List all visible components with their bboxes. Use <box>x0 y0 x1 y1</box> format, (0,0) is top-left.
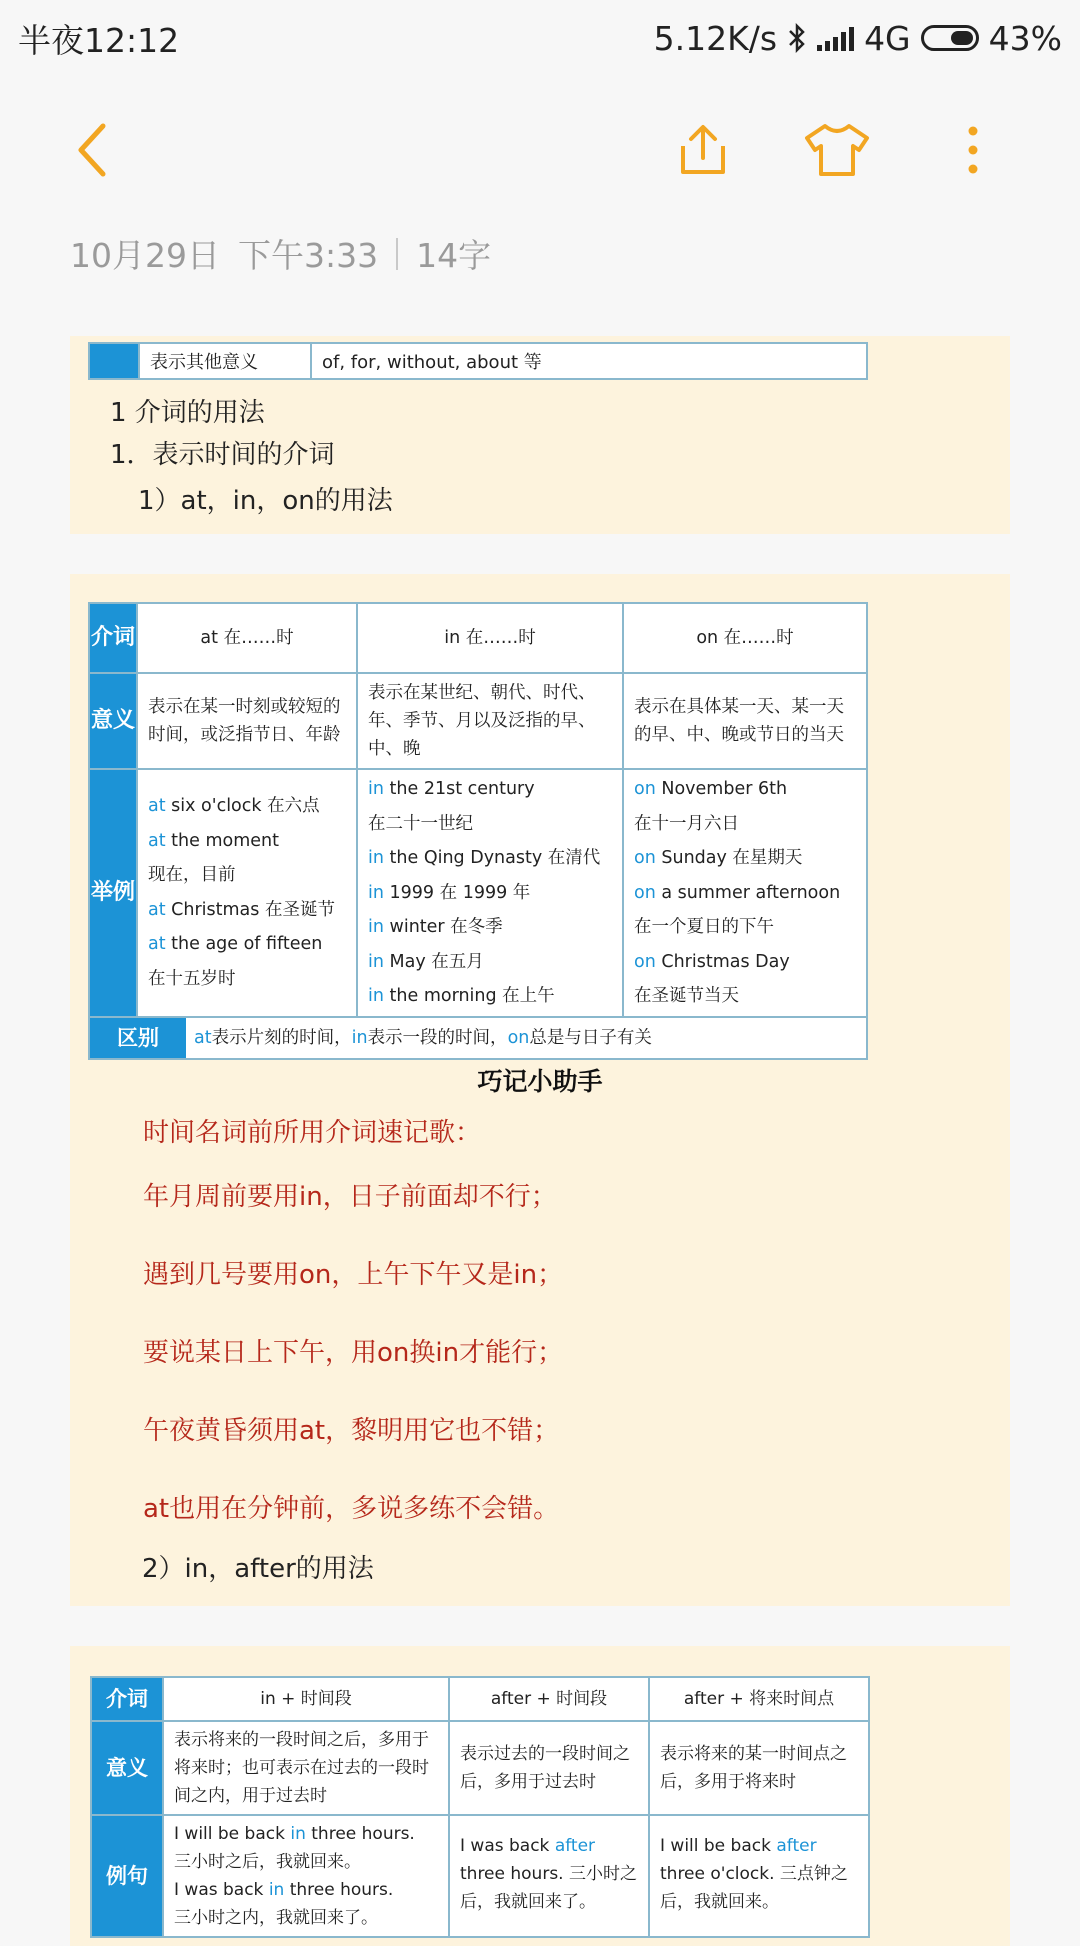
example-line: 三小时之内，我就回来了。 <box>174 1908 378 1928</box>
note-time: 下午3:33 <box>237 236 379 275</box>
keyword: in <box>290 1824 306 1844</box>
example-text: three hours. <box>284 1880 394 1900</box>
example-text: Christmas Day <box>655 951 790 972</box>
keyword: in <box>368 951 384 972</box>
corner-cell <box>89 603 137 673</box>
keyword: on <box>634 951 656 972</box>
meta-divider <box>396 238 398 270</box>
example-line <box>148 962 346 997</box>
keyword: on <box>507 1027 530 1048</box>
example-line <box>368 910 612 945</box>
keyword: in <box>368 917 384 937</box>
example-line <box>634 876 856 911</box>
example-line <box>634 807 856 842</box>
example-line <box>148 858 346 893</box>
more-button[interactable] <box>928 100 1018 200</box>
example-line <box>368 807 612 842</box>
keyword: after <box>554 1836 596 1856</box>
back-button[interactable] <box>48 100 138 200</box>
keyword: on <box>634 882 656 903</box>
example-text: three o'clock. 三点钟之后，我就回来。 <box>660 1864 848 1912</box>
table-side-cell <box>89 343 139 379</box>
example-text: winter 在冬季 <box>383 917 503 937</box>
meaning-label: 意义 <box>90 708 135 733</box>
diff-row <box>89 1017 867 1059</box>
rhyme-line: 时间名词前所用介词速记歌： <box>143 1118 482 1148</box>
battery-percent: 43% <box>988 18 1062 58</box>
examples-in <box>357 769 623 1017</box>
example-text: a summer afternoon <box>655 882 841 903</box>
meaning-after-point: 表示将来的某一时间点之后，多用于将来时 <box>649 1721 869 1815</box>
helper-title: 巧记小助手 <box>477 1067 603 1096</box>
in-after-table <box>90 1676 870 1938</box>
example-text: the Qing Dynasty 在清代 <box>383 848 601 868</box>
rhyme-line: 午夜黄昏须用at，黎明用它也不错； <box>143 1416 560 1446</box>
example-text: 在十一月六日 <box>634 813 739 834</box>
rhyme-line: 要说某日上下午，用on换in才能行； <box>143 1338 564 1368</box>
example-line <box>368 979 612 1014</box>
example-text: 现在，目前 <box>148 865 236 886</box>
example-line: 三小时之后，我就回来。 <box>174 1852 361 1872</box>
rhyme-line: 年月周前要用in，日子前面却不行； <box>143 1182 557 1212</box>
keyword: at <box>148 830 166 851</box>
examples-after-period <box>449 1815 649 1937</box>
example-line <box>174 1876 438 1904</box>
share-button[interactable] <box>658 100 748 200</box>
example-text: three hours. <box>305 1824 415 1844</box>
others-table <box>88 342 868 380</box>
example-text: three hours. 三小时之后，我就回来了。 <box>460 1864 637 1912</box>
examples-in-period <box>163 1815 449 1937</box>
example-text: I will be back <box>660 1836 777 1856</box>
example-line <box>148 789 346 824</box>
topic-heading: 1）at，in，on的用法 <box>138 486 393 516</box>
keyword: in <box>368 848 384 868</box>
diff-segment: 总是与日子有关 <box>529 1027 652 1048</box>
example-text: six o'clock 在六点 <box>165 796 320 817</box>
diff-segment: 表示一段的时间， <box>367 1027 508 1048</box>
signal-icon <box>817 25 854 51</box>
battery-icon <box>921 25 979 51</box>
example-text: 在一个夏日的下午 <box>634 917 774 937</box>
example-line <box>634 841 856 876</box>
meaning-label-cell <box>89 673 137 769</box>
theme-button[interactable] <box>792 100 882 200</box>
image-card-2[interactable] <box>70 574 1010 1606</box>
example-text: 在圣诞节当天 <box>634 986 739 1006</box>
example-line <box>368 945 612 980</box>
note-meta <box>70 230 491 277</box>
keyword: at <box>148 934 166 955</box>
diff-label: 区别 <box>90 1018 186 1058</box>
corner-label: 介词 <box>90 625 135 650</box>
status-right <box>654 19 1062 58</box>
diff-segment: 表示片刻的时间， <box>211 1027 352 1048</box>
col-header-after-point: after + 将来时间点 <box>649 1677 869 1721</box>
example-line <box>368 841 612 876</box>
bluetooth-icon <box>787 23 807 53</box>
example-line <box>174 1820 438 1848</box>
share-icon <box>675 122 731 178</box>
example-label-cell <box>89 769 137 1017</box>
example-text: May 在五月 <box>383 951 484 972</box>
example-line <box>634 910 856 945</box>
example-line <box>634 772 856 807</box>
at-in-on-table <box>88 602 868 1060</box>
example-label-cell <box>91 1815 163 1937</box>
col-header-on: on 在……时 <box>623 603 867 673</box>
col-header-in-period: in + 时间段 <box>163 1677 449 1721</box>
keyword: at <box>148 796 166 817</box>
corner-label: 介词 <box>106 1687 148 1711</box>
note-toolbar <box>0 100 1080 210</box>
example-text: I will be back <box>174 1824 291 1844</box>
example-text: 在二十一世纪 <box>368 813 473 834</box>
corner-cell <box>91 1677 163 1721</box>
example-text: the 21st century <box>383 779 535 799</box>
network-type: 4G <box>864 18 911 58</box>
example-line <box>634 945 856 980</box>
col-header-in: in 在……时 <box>357 603 623 673</box>
meaning-at: 表示在某一时刻或较短的时间，或泛指节日、年龄 <box>137 673 357 769</box>
status-time: 半夜12:12 <box>18 20 180 60</box>
section-heading: 1 介词的用法 <box>110 398 265 428</box>
example-line <box>148 824 346 859</box>
meaning-in-period: 表示将来的一段时间之后，多用于将来时；也可表示在过去的一段时间之内，用于过去时 <box>163 1721 449 1815</box>
example-text: I was back <box>174 1880 269 1900</box>
row-value: of, for, without, about 等 <box>311 343 867 379</box>
image-card-1[interactable] <box>70 336 1010 534</box>
example-line <box>148 927 346 962</box>
status-bar <box>0 0 1080 76</box>
diff-row-inner <box>90 1018 866 1058</box>
example-label: 举例 <box>90 879 135 905</box>
keyword: on <box>634 779 656 799</box>
example-line <box>634 979 856 1014</box>
example-label: 例句 <box>106 1864 148 1888</box>
col-header-after-period: after + 时间段 <box>449 1677 649 1721</box>
example-text: Christmas 在圣诞节 <box>165 899 335 920</box>
rhyme-line: 遇到几号要用on，上午下午又是in； <box>143 1260 564 1290</box>
meaning-label-cell <box>91 1721 163 1815</box>
example-text: 1999 在 1999 年 <box>383 882 531 903</box>
note-date: 10月29日 <box>70 236 220 275</box>
keyword: in <box>368 779 384 799</box>
examples-after-point <box>649 1815 869 1937</box>
example-text: November 6th <box>655 779 788 799</box>
keyword: in <box>351 1027 368 1048</box>
keyword: at <box>194 1027 212 1048</box>
keyword: after <box>776 1836 817 1856</box>
example-text: I was back <box>460 1836 555 1856</box>
image-card-3[interactable] <box>70 1646 1010 1946</box>
diff-text <box>186 1018 652 1058</box>
net-speed: 5.12K/s <box>653 18 778 58</box>
tshirt-icon <box>803 122 871 178</box>
example-line <box>368 876 612 911</box>
keyword: in <box>368 882 384 903</box>
note-word-count: 14字 <box>416 236 492 275</box>
keyword: in <box>268 1880 285 1900</box>
row-label: 表示其他意义 <box>139 343 311 379</box>
example-line <box>148 893 346 928</box>
more-vert-icon <box>967 125 979 175</box>
example-text: the morning 在上午 <box>383 986 555 1006</box>
meaning-on: 表示在具体某一天、某一天的早、中、晚或节日的当天 <box>623 673 867 769</box>
example-line <box>368 772 612 807</box>
meaning-after-period: 表示过去的一段时间之后，多用于过去时 <box>449 1721 649 1815</box>
keyword: in <box>368 986 384 1006</box>
examples-on <box>623 769 867 1017</box>
col-header-at: at 在……时 <box>137 603 357 673</box>
keyword: on <box>634 848 656 868</box>
example-text: 在十五岁时 <box>148 968 236 989</box>
subsection-heading: 1．表示时间的介词 <box>110 440 335 470</box>
examples-at <box>137 769 357 1017</box>
example-text: Sunday 在星期天 <box>655 848 803 868</box>
example-text: the age of fifteen <box>165 934 323 955</box>
meaning-in: 表示在某世纪、朝代、时代、年、季节、月以及泛指的早、中、晚 <box>357 673 623 769</box>
topic-heading-2: 2）in，after的用法 <box>142 1554 374 1584</box>
rhyme-line: at也用在分钟前，多说多练不会错。 <box>143 1494 560 1524</box>
meaning-label: 意义 <box>106 1756 148 1780</box>
chevron-left-icon <box>73 122 113 178</box>
example-text: the moment <box>165 830 279 851</box>
keyword: at <box>148 899 166 920</box>
